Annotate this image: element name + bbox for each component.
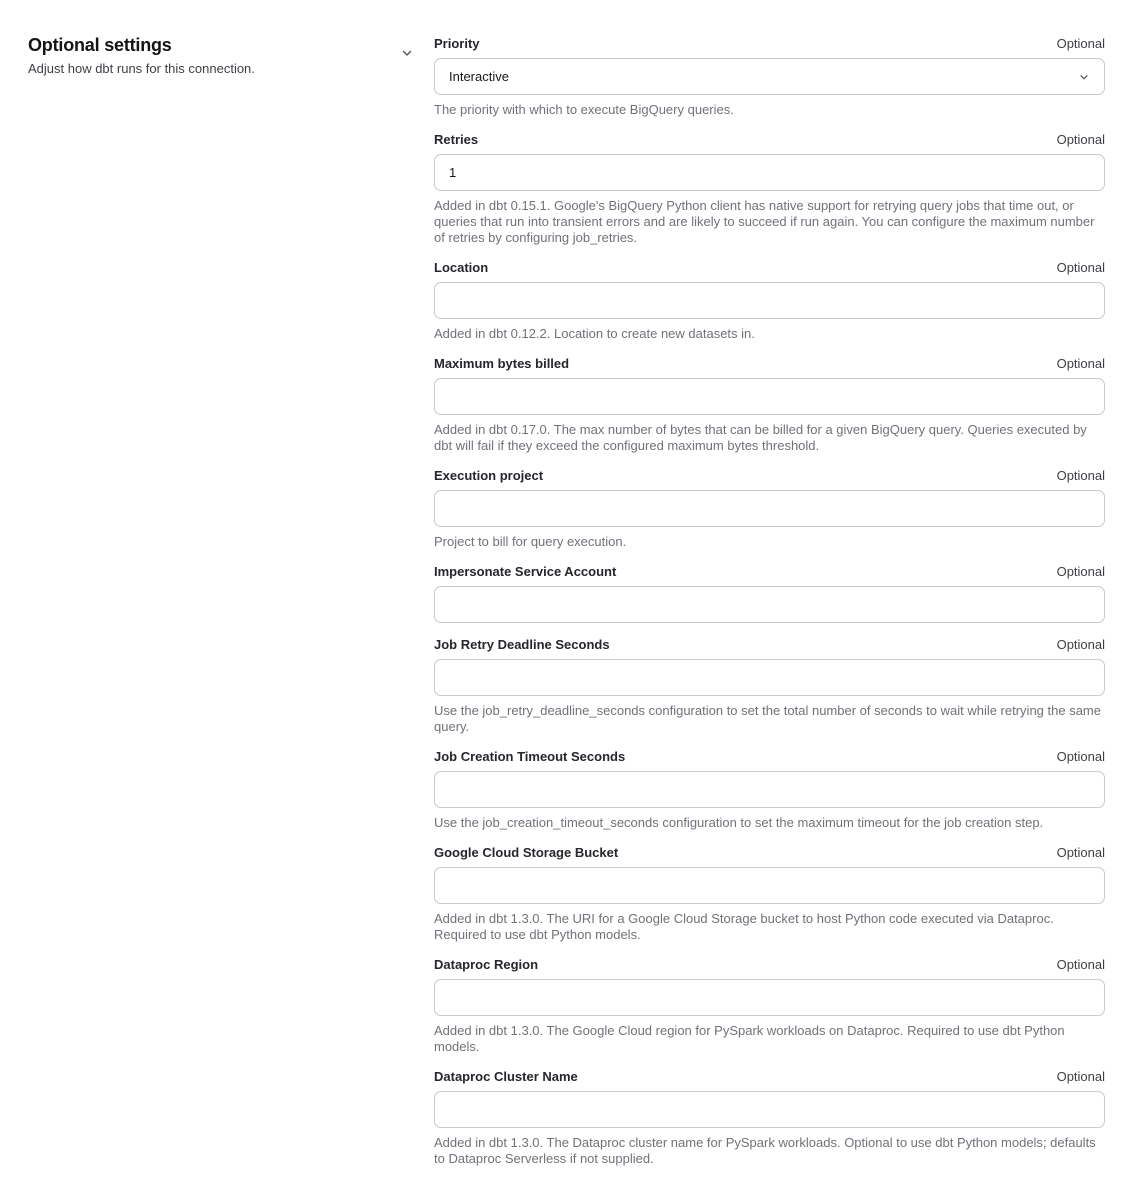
field-helper: Project to bill for query execution. bbox=[434, 534, 627, 549]
field-helper: The priority with which to execute BigQuery queries. bbox=[434, 102, 734, 117]
field-input-wrap bbox=[434, 58, 1105, 95]
form-field bbox=[434, 260, 1105, 342]
field-label: Priority bbox=[434, 36, 480, 51]
optional-badge: Optional bbox=[1056, 356, 1105, 371]
form-field bbox=[434, 1069, 1105, 1167]
text-input[interactable] bbox=[434, 659, 1105, 696]
field-input-wrap bbox=[434, 659, 1105, 696]
fields-column bbox=[434, 0, 1105, 1181]
text-input[interactable] bbox=[434, 490, 1105, 527]
field-label: Maximum bytes billed bbox=[434, 356, 570, 371]
field-helper: Added in dbt 1.3.0. The Dataproc cluster name for PySpark workloads. Optional to use dbt Python models; defaults to Dataproc Serverless if not supplied. bbox=[434, 1135, 1096, 1166]
optional-badge: Optional bbox=[1056, 564, 1105, 579]
field-input-wrap bbox=[434, 867, 1105, 904]
field-label: Dataproc Region bbox=[434, 957, 539, 972]
form-field bbox=[434, 957, 1105, 1055]
field-input-wrap bbox=[434, 154, 1105, 191]
field-label: Job Creation Timeout Seconds bbox=[434, 749, 626, 764]
section-collapse-button[interactable] bbox=[400, 46, 414, 63]
field-head bbox=[434, 564, 1105, 580]
field-head bbox=[434, 845, 1105, 861]
field-input-wrap bbox=[434, 282, 1105, 319]
field-helper: Added in dbt 1.3.0. The URI for a Google Cloud Storage bucket to host Python code executed via Dataproc. Required to use dbt Python models. bbox=[434, 911, 1054, 942]
field-head bbox=[434, 957, 1105, 973]
form-field bbox=[434, 564, 1105, 623]
text-input[interactable] bbox=[434, 282, 1105, 319]
text-input[interactable] bbox=[434, 771, 1105, 808]
chevron-down-icon bbox=[1078, 71, 1090, 83]
text-input[interactable] bbox=[434, 586, 1105, 623]
form-field bbox=[434, 637, 1105, 735]
form-field bbox=[434, 132, 1105, 246]
optional-badge: Optional bbox=[1056, 637, 1105, 652]
field-label: Dataproc Cluster Name bbox=[434, 1069, 578, 1084]
field-head bbox=[434, 1069, 1105, 1085]
optional-badge: Optional bbox=[1056, 749, 1105, 764]
optional-badge: Optional bbox=[1056, 260, 1105, 275]
text-input[interactable] bbox=[434, 378, 1105, 415]
optional-badge: Optional bbox=[1056, 957, 1105, 972]
section-header-text bbox=[28, 34, 255, 77]
text-input[interactable] bbox=[434, 979, 1105, 1016]
field-head bbox=[434, 637, 1105, 653]
field-input-wrap bbox=[434, 771, 1105, 808]
field-input-wrap bbox=[434, 378, 1105, 415]
form-field bbox=[434, 36, 1105, 118]
field-label: Retries bbox=[434, 132, 479, 147]
field-helper: Use the job_retry_deadline_seconds configuration to set the total number of seconds to wait while retrying the same query. bbox=[434, 703, 1101, 734]
field-input-wrap bbox=[434, 490, 1105, 527]
field-head bbox=[434, 468, 1105, 484]
optional-badge: Optional bbox=[1056, 845, 1105, 860]
optional-badge: Optional bbox=[1056, 132, 1105, 147]
field-label: Execution project bbox=[434, 468, 544, 483]
field-helper: Added in dbt 0.15.1. Google's BigQuery Python client has native support for retrying query jobs that time out, or queries that run into transient errors and are likely to succeed if run again. You can configure the maximum number of retries by configuring job_retries. bbox=[434, 198, 1095, 245]
form-field bbox=[434, 749, 1105, 831]
field-label: Job Retry Deadline Seconds bbox=[434, 637, 610, 652]
select-value: Interactive bbox=[449, 69, 509, 84]
field-helper: Added in dbt 0.12.2. Location to create new datasets in. bbox=[434, 326, 755, 341]
field-helper: Added in dbt 1.3.0. The Google Cloud region for PySpark workloads on Dataproc. Required to use dbt Python models. bbox=[434, 1023, 1065, 1054]
optional-badge: Optional bbox=[1056, 468, 1105, 483]
optional-badge: Optional bbox=[1056, 1069, 1105, 1084]
form-field bbox=[434, 845, 1105, 943]
field-head bbox=[434, 132, 1105, 148]
select-input[interactable] bbox=[434, 58, 1105, 95]
text-input[interactable] bbox=[434, 1091, 1105, 1128]
field-head bbox=[434, 36, 1105, 52]
field-label: Location bbox=[434, 260, 489, 275]
section-title: Optional settings bbox=[28, 35, 172, 55]
text-input[interactable] bbox=[434, 867, 1105, 904]
field-label: Impersonate Service Account bbox=[434, 564, 617, 579]
field-input-wrap bbox=[434, 979, 1105, 1016]
text-input[interactable] bbox=[434, 154, 1105, 191]
field-head bbox=[434, 260, 1105, 276]
field-helper: Added in dbt 0.17.0. The max number of bytes that can be billed for a given BigQuery query. Queries executed by dbt will fail if they exceed the configured maximum bytes threshold. bbox=[434, 422, 1087, 453]
optional-badge: Optional bbox=[1056, 36, 1105, 51]
field-head bbox=[434, 749, 1105, 765]
section-header bbox=[0, 0, 434, 77]
field-input-wrap bbox=[434, 1091, 1105, 1128]
chevron-down-icon bbox=[400, 46, 414, 63]
field-input-wrap bbox=[434, 586, 1105, 623]
section-subtitle: Adjust how dbt runs for this connection. bbox=[28, 61, 255, 76]
form-field bbox=[434, 356, 1105, 454]
form-field bbox=[434, 468, 1105, 550]
field-helper: Use the job_creation_timeout_seconds configuration to set the maximum timeout for the job creation step. bbox=[434, 815, 1044, 830]
field-head bbox=[434, 356, 1105, 372]
field-label: Google Cloud Storage Bucket bbox=[434, 845, 619, 860]
